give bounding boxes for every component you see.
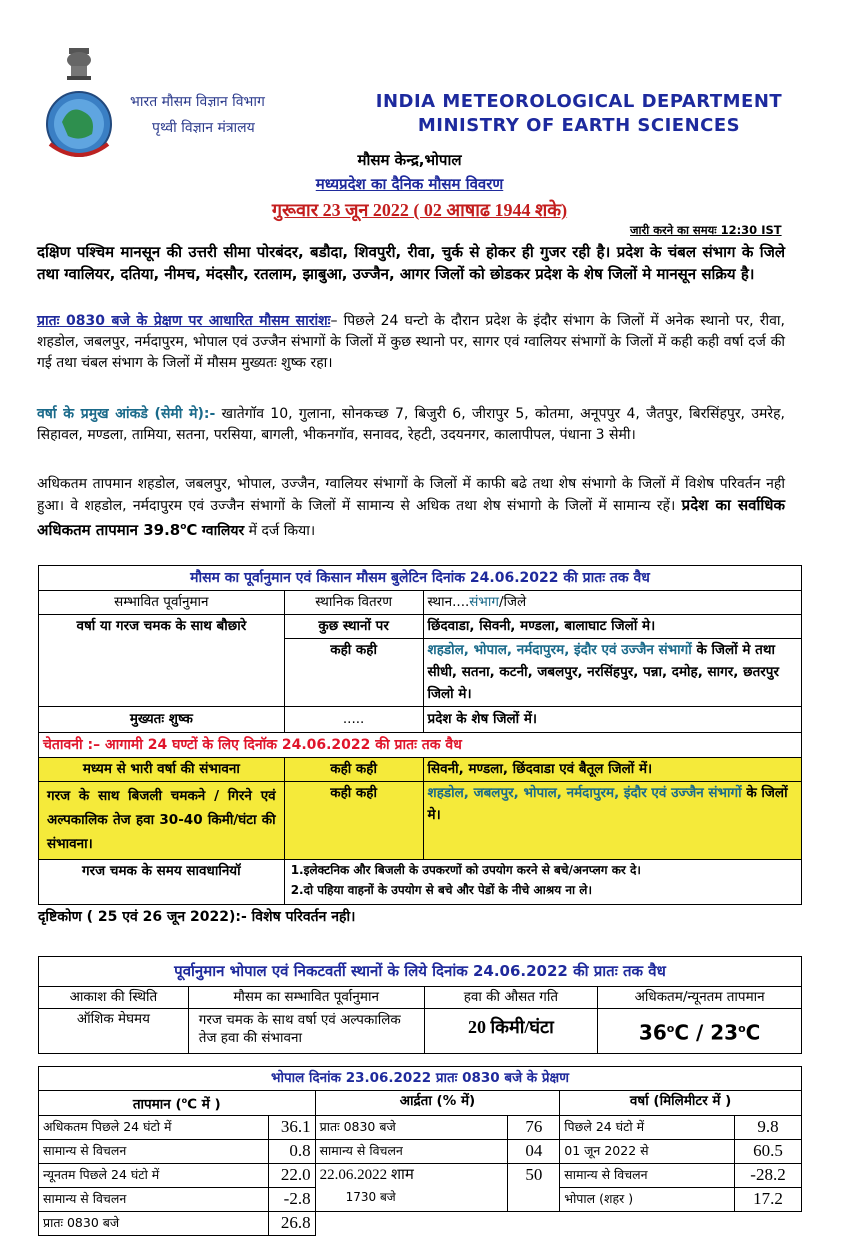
min-temp-value: 22.0 (268, 1163, 315, 1187)
humidity-morning-value: 76 (508, 1115, 560, 1139)
col-distribution-header: स्थानिक वितरण (284, 591, 423, 615)
rain-forecast-label: वर्षा या गरज चमक के साथ बौछारे (39, 615, 285, 707)
heavy-rain-distribution: कही कही (284, 758, 423, 782)
precaution-1: 1.इलेक्टनिक और बिजली के उपकरणों को उपयोग करने से बचे/अनप्लग कर दे। (290, 863, 641, 877)
isolated-places-districts: शहडोल, भोपाल, नर्मदापुरम, इंदौर एवं उज्जैन संभागों के जिलों मे तथा सीधी, सतना, कटनी, जबलपुर, नरसिंहपुर, पन्ना, दमोह, सागर, छतरपुर जिलो मे। (423, 639, 801, 707)
table-row-label: 01 जून 2022 से (560, 1139, 735, 1163)
heavy-rain-districts: सिवनी, मण्डला, छिंदवाडा एवं बैतूल जिलों में। (423, 758, 801, 782)
thunder-warning: गरज के साथ बिजली चमकने / गिरने एवं अल्पकालिक तेज हवा 30-40 किमी/घंटा की संभावना। (39, 782, 285, 860)
rain-season-value: 60.5 (735, 1139, 802, 1163)
maxmin-value: 36$^o$C / 23$^o$C (598, 1009, 802, 1054)
temperature-summary (37, 474, 785, 542)
hindi-dept-name: भारत मौसम विज्ञान विभाग (130, 94, 265, 110)
bhopal-forecast-table (38, 956, 802, 1054)
table-row-label: भोपाल (शहर ) (560, 1187, 735, 1211)
summary-heading: प्रातः 0830 बजे के प्रेक्षण पर आधारित मौसम सारांशः (37, 313, 331, 329)
col-forecast-header: सम्भावित पूर्वानुमान (39, 591, 285, 615)
isolated-places-label: कही कही (284, 639, 423, 707)
table-row-label: सामान्य से विचलन (39, 1139, 269, 1163)
observation-table (38, 1066, 802, 1236)
rainfall-data (37, 404, 785, 446)
thunder-distribution: कही कही (284, 782, 423, 860)
thunder-districts: शहडोल, जबलपुर, भोपाल, नर्मदापुरम, इंदौर एवं उज्जैन संभागों के जिलों मे। (423, 782, 801, 860)
dry-distribution: ..... (284, 707, 423, 733)
observation-title: भोपाल दिनांक 23.06.2022 प्रातः 0830 बजे के प्रेक्षण (39, 1067, 802, 1091)
sky-value: ऑशिक मेघमय (39, 1009, 189, 1054)
max-temp-value: 36.1 (268, 1115, 315, 1139)
sky-header: आकाश की स्थिति (39, 987, 189, 1009)
outlook: दृष्टिकोण ( 25 एवं 26 जून 2022):- विशेष परिवर्तन नही। (38, 909, 356, 925)
rain-text: खातेगॉव 10, गुलाना, सोनकच्छ 7, बिजुरी 6, जीरापुर 5, कोतमा, अनूपपुर 4, जैतपुर, बिरसिंहपुर, उमरेह, सिहावल, मण्डला, तामिया, सतना, परसिया, बागली, भीकनगॉव, सनावद, रेहटी, उदयनगर, कालापीपल, पंधाना 3 सेमी। (37, 406, 785, 443)
rainfall-header: वर्षा (मिलिमीटर में ) (560, 1091, 802, 1116)
wind-value: 20 किमी/घंटा (424, 1009, 598, 1054)
morning-temp-value: 26.8 (268, 1211, 315, 1235)
table-row-label: प्रातः 0830 बजे (39, 1211, 269, 1235)
table-row-label: प्रातः 0830 बजे (315, 1115, 508, 1139)
issue-time: जारी करने का समयः 12:30 IST (630, 223, 782, 237)
table-row-label: सामान्य से विचलन (560, 1163, 735, 1187)
humidity-evening-value: 50 (508, 1163, 560, 1211)
col-location-header: स्थान....संभाग/जिले (423, 591, 801, 615)
min-temp-departure: -2.8 (268, 1187, 315, 1211)
precautions-label: गरज चमक के समय सावधानियॉ (39, 860, 285, 905)
precautions-list (284, 860, 801, 905)
max-temp-text: प्रदेश का सर्वाधिक अधिकतम तापमान 39.8$^o$C (37, 496, 786, 539)
dry-label: मुख्यतः शुष्क (39, 707, 285, 733)
hindi-ministry-name: पृथ्वी विज्ञान मंत्रालय (152, 120, 255, 136)
some-places-districts: छिंदवाडा, सिवनी, मण्डला, बालाघाट जिलों मे। (423, 615, 801, 639)
temp-header: तापमान ($^o$C में ) (39, 1091, 316, 1116)
humidity-header: आर्द्रता (% में) (315, 1091, 560, 1116)
center-name: मौसम केन्द्र,भोपाल (357, 151, 462, 169)
report-title: मध्यप्रदेश का दैनिक मौसम विवरण (315, 175, 504, 193)
dry-districts: प्रदेश के शेष जिलों में। (423, 707, 801, 733)
maxmin-header: अधिकतम/न्यूनतम तापमान (598, 987, 802, 1009)
monsoon-status: दक्षिण पश्चिम मानसून की उत्तरी सीमा पोरबंदर, बडौदा, शिवपुरी, रीवा, चुर्क से होकर ही गुजर रही है। प्रदेश के चंबल संभाग के जिले तथा ग्वालियर, दतिया, नीमच, मंदसौर, रतलाम, झाबुआ, उज्जैन, आगर जिलों को छोडकर प्रदेश के शेष जिलों मे मानसून सक्रिय है। (37, 243, 785, 283)
forecast-title: मौसम का पूर्वानुमान एवं किसान मौसम बुलेटिन दिनांक 24.06.2022 की प्रातः तक वैध (39, 566, 802, 591)
temp-text: अधिकतम तापमान शहडोल, जबलपुर, भोपाल, उज्जैन, ग्वालियर संभागों के जिलों में काफी बढे तथा शेष संभागो के जिलों में विशेष परिवर्तन नही हुआ। वे शहडोल, नर्मदापुरम एवं उज्जैन संभागों के जिलों में सामान्य से अधिक तथा शेष संभागो के जिलों में सामान्य रहें। (37, 476, 785, 514)
warning-title: चेतावनी :– आगामी 24 घण्टों के लिए दिनॉक 24.06.2022 की प्रातः तक वैध (39, 733, 802, 758)
summary-text: – पिछले 24 घन्टो के दौरान प्रदेश के इंदौर संभाग के जिलों में अनेक स्थानो पर, रीवा, शहडोल, जबलपुर, नर्मदापुरम, भोपाल एवं उज्जैन संभागों के जिलों में कुछ स्थानो पर, सागर एवं ग्वालियर संभागों के जिलों में कही कही वर्षा दर्ज की गई तथा चंबल संभाग के जिलों में मौसम मुख्यतः शुष्क रहा। (37, 313, 785, 371)
precaution-2: 2.दो पहिया वाहनों के उपयोग से बचे और पेडों के नीचे आश्रय ना ले। (290, 883, 592, 897)
bhopal-forecast-title: पूर्वानुमान भोपाल एवं निकटवर्ती स्थानों के लिये दिनांक 24.06.2022 की प्रातः तक वैध (39, 957, 802, 987)
rain-heading: वर्षा के प्रमुख आंकडे (सेमी मे):- (37, 406, 216, 422)
rain-24h-value: 9.8 (735, 1115, 802, 1139)
table-row-label: पिछले 24 घंटो में (560, 1115, 735, 1139)
table-row-label: सामान्य से विचलन (315, 1139, 508, 1163)
table-row-label: सामान्य से विचलन (39, 1187, 269, 1211)
table-row-label: न्यूनतम पिछले 24 घंटो में (39, 1163, 269, 1187)
wind-header: हवा की औसत गति (424, 987, 598, 1009)
rain-departure-value: -28.2 (735, 1163, 802, 1187)
forecast-table (38, 565, 802, 905)
temp-tail: में दर्ज किया। (248, 523, 316, 539)
some-places-label: कुछ स्थानों पर (284, 615, 423, 639)
max-temp-departure: 0.8 (268, 1139, 315, 1163)
weather-value: गरज चमक के साथ वर्षा एवं अल्पकालिक तेज हवा की संभावना (188, 1009, 424, 1054)
table-row-label: अधिकतम पिछले 24 घंटो में (39, 1115, 269, 1139)
report-date: गुरूवार 23 जून 2022 ( 02 आषाढ 1944 शके) (271, 200, 568, 220)
rain-city-value: 17.2 (735, 1187, 802, 1211)
imd-emblem (40, 44, 118, 164)
english-dept-name: INDIA METEOROLOGICAL DEPARTMENT (375, 91, 783, 112)
humidity-departure: 04 (508, 1139, 560, 1163)
weather-header: मौसम का सम्भावित पूर्वानुमान (188, 987, 424, 1009)
english-ministry-name: MINISTRY OF EARTH SCIENCES (417, 115, 741, 136)
humidity-evening-label: 22.06.2022 शाम 1730 बजे (315, 1163, 508, 1211)
weather-summary (37, 311, 785, 374)
heavy-rain-warning: मध्यम से भारी वर्षा की संभावना (39, 758, 285, 782)
max-temp-place: ग्वालियर (201, 523, 245, 539)
